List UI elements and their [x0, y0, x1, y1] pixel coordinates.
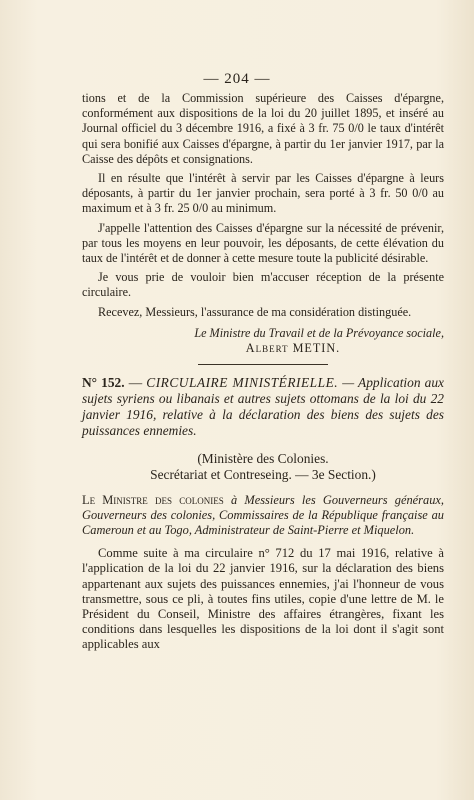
paragraph-attention: J'appelle l'attention des Caisses d'épargne sur la nécessité de prévenir, par tous les moyens en leur pouvoir, les déposants, de cette élévation du taux de l'intérêt et de donner à cette mesure toute la publicité désirable. [82, 220, 444, 266]
paragraph-closing: Recevez, Messieurs, l'assurance de ma considération distinguée. [98, 304, 412, 319]
signature-name: Albert METIN. [245, 341, 341, 356]
letter-body: Comme suite à ma circulaire n° 712 du 17 mai 1916, relative à l'application de la loi du 22 janvier 1916, sur la déclaration des biens appartenant aux sujets des puissances ennemies, j'ai l'honneur de vous transmettre, sous ce pli, à toutes fins utiles, copie d'une lettre de M. le Président du Conseil, Ministre des affaires étrangères, fixant les conditions dans lesquelles les dispositions de la loi dont il s'agit sont applicables aux [82, 546, 444, 652]
page-content [82, 91, 444, 657]
page-number: — 204 — [203, 71, 271, 87]
addressee-sender: Le Ministre des colonies [82, 493, 224, 508]
addressee [82, 493, 444, 538]
circular-title: CIRCULAIRE MINISTÉRIELLE. [146, 375, 339, 391]
signature-title: Le Ministre du Travail et de la Prévoyance sociale, [194, 325, 444, 340]
ministry-block [82, 451, 444, 483]
paragraph-continued: tions et de la Commission supérieure des Caisses d'épargne, conformément aux dispositions de la loi du 20 juillet 1895, et inséré au Journal officiel du 3 décembre 1916, a fixé à 3 fr. 75 0/0 le taux d'intérêt qui sera bonifié aux Caisses d'épargne, à partir du 1er janvier 1917, par la Caisse des dépôts et consignations. [82, 91, 444, 166]
paragraph-acknowledge: Je vous prie de vouloir bien m'accuser réception de la présente circulaire. [82, 270, 444, 300]
addressee-recipients: à Messieurs les Gouverneurs généraux, Gouverneurs des colonies, Commissaires de la République française au Cameroun et au Togo, Administrateur de Saint-Pierre et Miquelon. [82, 493, 444, 538]
ministry-line-2: Secrétariat et Contreseing. — 3e Section.) [150, 467, 376, 483]
circular-heading [82, 375, 444, 439]
circular-number: N° 152. [82, 375, 125, 391]
circular-dash: — [124, 375, 147, 391]
section-divider [198, 364, 328, 365]
paragraph-interest: Il en résulte que l'intérêt à servir par les Caisses d'épargne à leurs déposants, à partir du 1er janvier prochain, sera porté à 3 fr. 50 0/0 au maximum et à 3 fr. 25 0/0 au minimum. [82, 171, 444, 216]
ministry-line-1: (Ministère des Colonies. [197, 451, 329, 467]
circular-summary: — Application aux sujets syriens ou libanais et autres sujets ottomans de la loi du 22 janvier 1916, relative à la déclaration des biens des sujets des puissances ennemies. [82, 375, 445, 439]
